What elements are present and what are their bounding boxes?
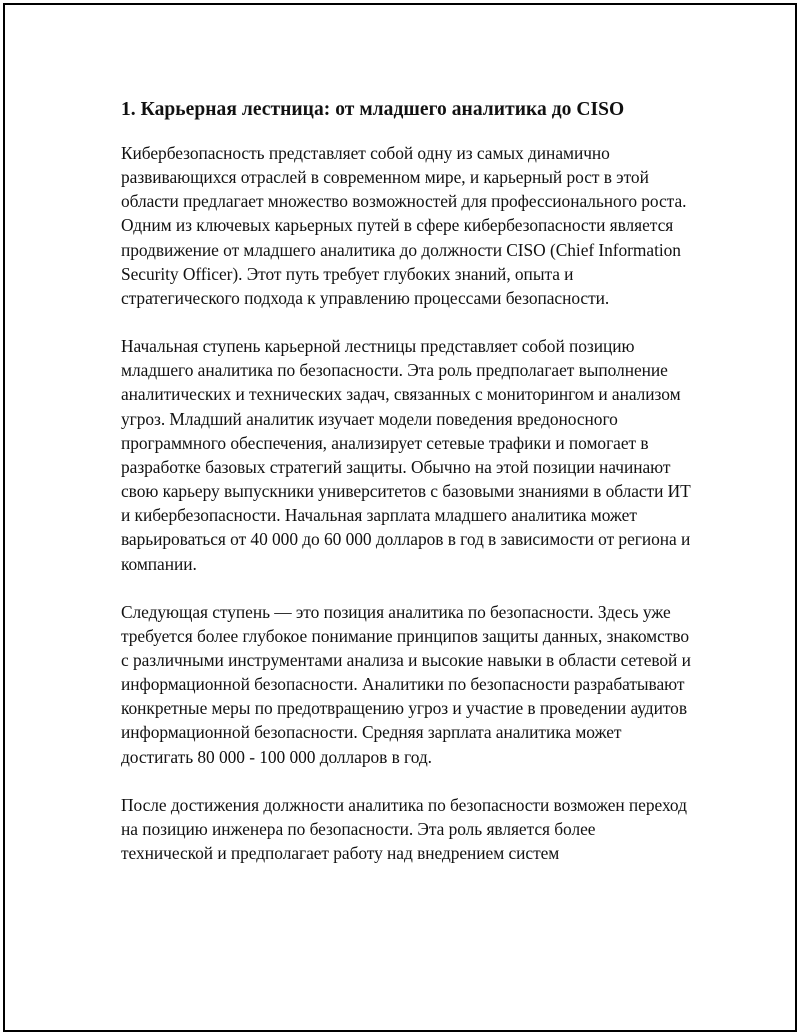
paragraph-junior-analyst: Начальная ступень карьерной лестницы представляет собой позицию младшего аналитика по безопасности. Эта роль предполагает выполнение аналитических и технических задач, связанных с мониторингом и анализом угроз. Младший аналитик изучает модели поведения вредоносного программного обеспечения, анализирует сетевые трафики и помогает в разработке базовых стратегий защиты. Обычно на этой позиции начинают свою карьеру выпускники университетов с базовыми знаниями в области ИТ и кибербезопасности. Начальная зарплата младшего аналитика может варьироваться от 40 000 до 60 000 долларов в год в зависимости от региона и компании. xyxy=(121,336,691,574)
document-body xyxy=(121,96,691,889)
paragraph-security-engineer: После достижения должности аналитика по безопасности возможен переход на позицию инженера по безопасности. Эта роль является более технической и предполагает работу над внедрением систем xyxy=(121,794,687,864)
document-page xyxy=(3,3,797,1032)
section-heading: 1. Карьерная лестница: от младшего аналитика до CISO xyxy=(121,99,625,120)
paragraph-intro: Кибербезопасность представляет собой одну из самых динамично развивающихся отраслей в современном мире, и карьерный рост в этой области предлагает множество возможностей для профессионального роста. Одним из ключевых карьерных путей в сфере кибербезопасности является продвижение от младшего аналитика до должности CISO (Chief Information Security Officer). Этот путь требует глубоких знаний, опыта и стратегического подхода к управлению процессами безопасности. xyxy=(121,143,687,308)
paragraph-security-analyst: Следующая ступень — это позиция аналитика по безопасности. Здесь уже требуется более глубокое понимание принципов защиты данных, знакомство с различными инструментами анализа и высокие навыки в области сетевой и информационной безопасности. Аналитики по безопасности разрабатывают конкретные меры по предотвращению угроз и участие в проведении аудитов информационной безопасности. Средняя зарплата аналитика может достигать 80 000 - 100 000 долларов в год. xyxy=(121,601,691,767)
